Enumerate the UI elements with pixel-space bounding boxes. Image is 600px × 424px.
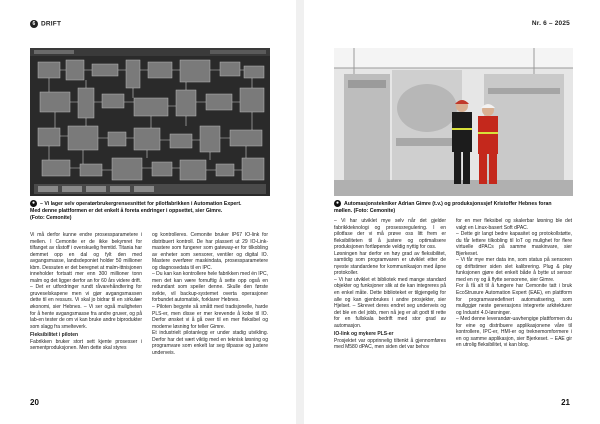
paragraph: Prosjektet var opprinnelig tiltenkt å gjennomføres med M580 dPAC, men siden det var behov bbox=[334, 337, 446, 351]
caption-line-1: ● Automasjonstekniker Adrian Gimre (t.v.) og produksjonssjef Kristoffer Hebnes foran bbox=[335, 200, 552, 207]
running-head-right: Nr. 6 – 2025 bbox=[531, 20, 570, 27]
hmi-operator-interface-image bbox=[30, 48, 270, 196]
left-page-column-1 bbox=[30, 232, 142, 352]
paragraph: – Piloten begynte så smått med tradisjonelle, harde PLS-er, men disse er mer krevende å kobe til IO. Derfor ønsket vi å gå over til en mer fleksibel og moderne løsning for teller Gimre. bbox=[152, 304, 268, 330]
subheading: IO-link og mykere PLS-er bbox=[334, 331, 394, 338]
section-number-icon: 6 bbox=[30, 20, 38, 28]
paragraph: Vi må derfor kunne endre prosessparametere i mellen. I Cemonite er de ikke bekymret for tilfanget av råstoff i overskuelig fremtid. Titania har demmet opp en dal og fylt den med avgangsmasse, landsdeponiet holder 50 millioner kbm. Dessuten er det beregnet at malm-ittnisjonen inneholder fortsatt mer enn 300 millioner tonn malm og det ligger derfor an for 60 års videre drift. bbox=[30, 232, 142, 284]
hmi-photo-caption bbox=[30, 200, 270, 222]
workers-in-front-of-mill-image bbox=[334, 48, 573, 196]
running-head-left bbox=[30, 20, 61, 28]
paragraph: – Dette gir langt bedre kapasitet og protokollstøtte, du får lettere tilkobling til IoT og mulighet for flere virtuelle dPACs på samme maskinvare, sier Bjerkeset. bbox=[456, 231, 572, 257]
right-page-column-2 bbox=[456, 218, 572, 349]
hmi-screenshot-photo bbox=[30, 48, 270, 196]
caption-line-2: møllen. (Foto: Cemonite) bbox=[334, 207, 396, 214]
left-page-column-2 bbox=[152, 232, 268, 356]
paragraph: – Vi får mye mer data inn, som status på sensoren og driftstimer siden slet kalibrering. Plug & play funksjonen gjøre det enkelt både å bytte ut sensor med en ny og å flytte sensorene, sier Gimre. bbox=[456, 257, 572, 283]
caption-line-1: ● – Vi lager selv operatørbrukergrensesnittet for pilotfabrikken i Automation Expert. bbox=[31, 200, 242, 207]
paragraph: – Vi har utviklet et bibliotek med mange standard objekter og funksjoner slik at de kan integreres på en enkel måte. Dette biblioteket er tilgjengelig for alle og kan gjenbrukes i andre prosjekter, sier Hjelset. – Skrevet deres endret seg underveis og det ble en del jobb, men nå jeg er alt godt til rette for en fullskala bedrift med stor grad av automasjon. bbox=[334, 276, 446, 329]
paragraph: – Med denne leverandør-uavhengige plattformen du for eine og distribuere applikasjonene våre til kontrollere, IPC-er, HMI-er og treknemomformere i en og samme applikasjon, sier Bjerkeset. – EAE gir en utrolig fleksibilitet, vi kan blog. bbox=[456, 316, 572, 349]
left-page bbox=[0, 0, 296, 424]
workers-photo bbox=[334, 48, 573, 196]
paragraph: Løsningen har derfor en høy grad av fleksibilitet, samtidig som programvaren er utviklet etter de nyeste standardene for kommunikasjon med åpne protokoller. bbox=[334, 250, 446, 277]
camera-icon: ● bbox=[335, 200, 340, 206]
caption-line-2: Med denne plattformen er det enkelt å foreta endringer i oppsettet, sier Gimre. bbox=[30, 207, 223, 214]
paragraph: – Vi har utviklet mye selv når det gjelder fabrikkteknologi og prosessregulering. I en pilotfase der vi må prøve oss litt frem er fleksibiliteten til å justere og optimalisere produksjonen fortløpende veldig nyttig for oss. bbox=[334, 218, 446, 251]
paragraph: Fabrikken bruker stort sett kjente prosesser i sementproduksjonen. Men dette skal styres bbox=[30, 338, 142, 352]
paragraph: For å få alt til å fungere har Cemonite tatt i bruk EcoStruxure Automation Expert (EAE), en plattform for programvaredefinert automatisering, som muliggjør neste generasjons integrerte arkitekturer og Industri 4.0-løsninger. bbox=[456, 283, 572, 316]
paragraph: – Du kan kan kontrollere hele fabrikken med én IPC, men det kan være fornuftig å sette opp også en redundant som speiler denne. Skulle den første svikte, vil backup-systemet overta operasjoner forbundet automatisk, forklarer Hebnes. bbox=[152, 271, 268, 304]
caption-line-3: (Foto: Cemonite) bbox=[30, 214, 72, 221]
paragraph: – Det er utfordringer rundt råvarehåndtering for gruveselskapene men vi gjør avgangsmassen dette til en ressurs. Vi skal jo bidrar til en sirkulær økonomi, sier Hebnes. – Vi ser også muligheten for å hente avgangsmasse fra andre gruver, og på lab-en tester de om vi kan bruke andre biprodukter som slagg fra smelteverk. bbox=[30, 284, 143, 330]
right-page bbox=[304, 0, 600, 424]
camera-icon: ● bbox=[31, 200, 36, 206]
paragraph: og kontrolleres. Cemonite bruker IP67 IO-link for distribuert kontroll. De har plassert ut 29 IO-Link-mastere som fungerer som gateway-er for tilkobling av enheter som sensorer, ventiler og digital IO. Mastere overfører maskindata, prosessparametere og diagnosedata til en IPC. bbox=[152, 232, 268, 271]
paragraph: Et industrielt pilotanlegg er under stadig utvikling. Derfor har det vært viktig med en teknisk løsning og programvare som enkelt lar seg tilpasse og justere underveis. bbox=[152, 330, 268, 356]
running-head-left-text: DRIFT bbox=[41, 20, 62, 28]
page-number-right: 21 bbox=[561, 398, 570, 407]
paragraph: for en mer fleksibel og skalerbar løsning ble det valgt en Linux-basert Soft dPAC. bbox=[456, 218, 572, 231]
spread-gutter bbox=[296, 0, 304, 424]
subheading: Fleksibilitet i piloten bbox=[30, 332, 79, 339]
right-page-column-1 bbox=[334, 218, 446, 351]
page-number-left: 20 bbox=[30, 398, 39, 407]
workers-photo-caption bbox=[334, 200, 573, 215]
